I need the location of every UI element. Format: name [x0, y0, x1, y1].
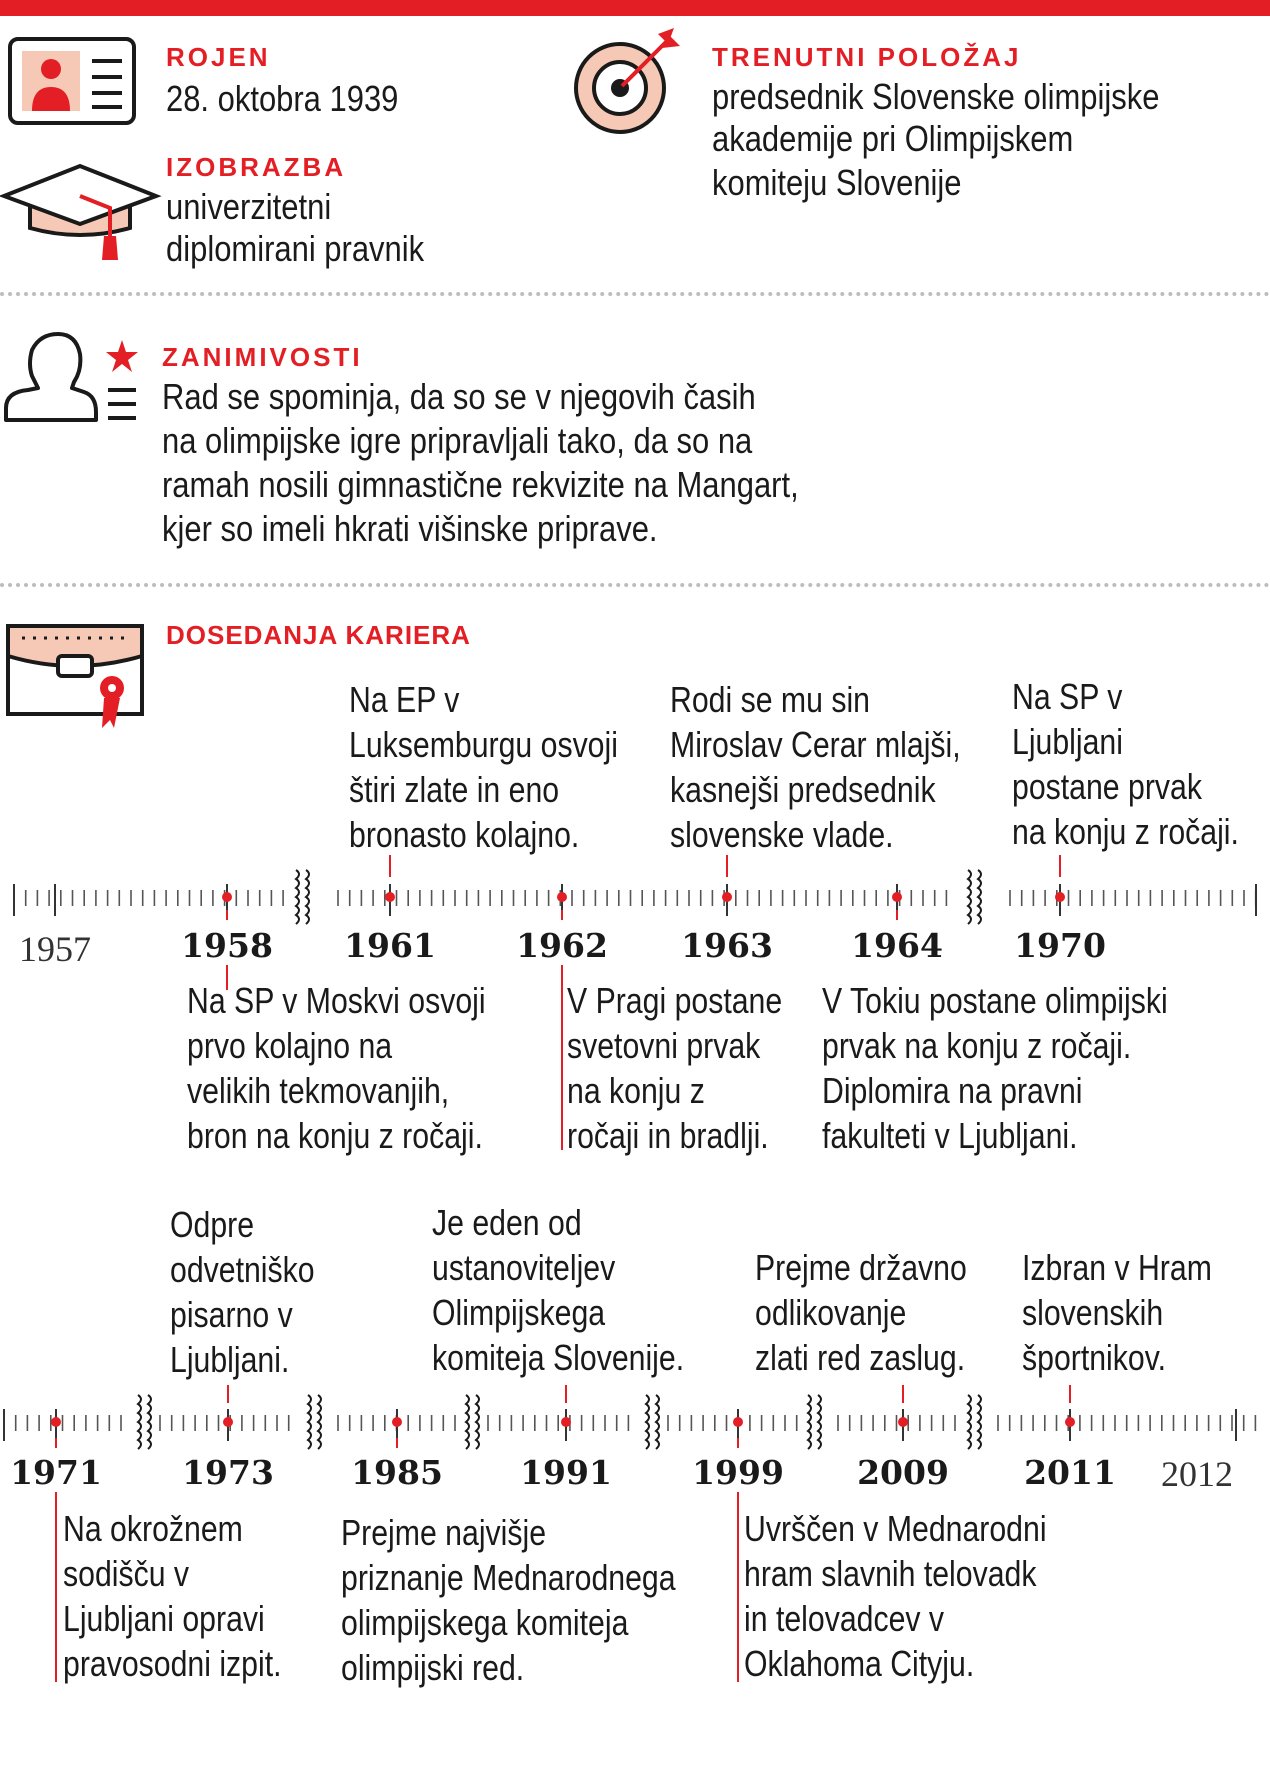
- year-1971: 1971: [10, 1453, 102, 1492]
- axis-break-squiggle: [968, 1395, 971, 1449]
- event-1991: Je eden od ustanoviteljev Olimpijskega komiteja Slovenije.: [432, 1202, 685, 1378]
- event-dot: [561, 1417, 571, 1427]
- year-2009: 2009: [857, 1453, 949, 1492]
- event-dot: [1065, 1417, 1075, 1427]
- connector-1963: [726, 855, 728, 877]
- axis-break-squiggle: [656, 1395, 659, 1449]
- connector-1991: [565, 1385, 567, 1403]
- year-1970: 1970: [1014, 926, 1106, 965]
- year-1973: 1973: [182, 1453, 274, 1492]
- timeline-1-axis: [0, 860, 1270, 930]
- axis-break-squiggle: [818, 1395, 821, 1449]
- connector-2011: [1069, 1385, 1071, 1403]
- event-dot: [898, 1417, 908, 1427]
- axis-break-squiggle: [138, 1395, 141, 1449]
- trivia-line-2: na olimpijske igre pripravljali tako, da so na: [162, 420, 753, 461]
- year-1985: 1985: [351, 1453, 443, 1492]
- axis-break-squiggle: [646, 1395, 649, 1449]
- career-label: DOSEDANJA KARIERA: [166, 620, 471, 650]
- connector-2009: [902, 1385, 904, 1403]
- connector-1961: [389, 855, 391, 877]
- event-dot: [733, 1417, 743, 1427]
- axis-break-squiggle: [308, 1395, 311, 1449]
- position-line-1: predsednik Slovenske olimpijske: [712, 76, 1160, 117]
- event-1958: Na SP v Moskvi osvoji prvo kolajno na velikih tekmovanjih, bron na konju z ročaji.: [187, 980, 486, 1156]
- axis-break-squiggle: [808, 1395, 811, 1449]
- event-1973: Odpre odvetniško pisarno v Ljubljani.: [170, 1204, 315, 1380]
- connector-1985: [396, 1438, 398, 1448]
- connector-1962: [561, 910, 563, 920]
- event-1999: Uvrščen v Mednarodni hram slavnih telovadk in telovadcev v Oklahoma Cityju.: [744, 1508, 1047, 1684]
- trivia-line-3: ramah nosili gimnastične rekvizite na Mangart,: [162, 464, 799, 505]
- event-1964: V Tokiu postane olimpijski prvak na konju z ročaji. Diplomira na pravni fakulteti v Ljubljani.: [822, 980, 1168, 1156]
- event-dot: [892, 892, 902, 902]
- axis-break-squiggle: [148, 1395, 151, 1449]
- event-dot: [1055, 892, 1065, 902]
- event-1961: Na EP v Luksemburgu osvoji štiri zlate in eno bronasto kolajno.: [349, 679, 618, 855]
- born-value: 28. oktobra 1939: [166, 78, 399, 119]
- year-1958: 1958: [181, 926, 273, 965]
- event-dot: [223, 1417, 233, 1427]
- event-dot: [392, 1417, 402, 1427]
- education-line-1: univerzitetni: [166, 186, 332, 227]
- year-1963: 1963: [681, 926, 773, 965]
- timeline-2-axis: [0, 1385, 1270, 1455]
- position-line-3: komiteju Slovenije: [712, 162, 962, 203]
- education-label: IZOBRAZBA: [166, 152, 347, 182]
- year-1964: 1964: [851, 926, 943, 965]
- connector-1971: [55, 1438, 57, 1448]
- year-1962: 1962: [516, 926, 608, 965]
- trivia-label: ZANIMIVOSTI: [162, 342, 363, 372]
- connector-1973: [227, 1385, 229, 1403]
- event-1971: Na okrožnem sodišču v Ljubljani opravi pravosodni izpit.: [63, 1508, 282, 1684]
- trivia-line-1: Rad se spominja, da so se v njegovih časih: [162, 376, 756, 417]
- axis-break-squiggle: [978, 870, 981, 924]
- id-card-icon: [8, 37, 138, 127]
- position-line-2: akademije pri Olimpijskem: [712, 118, 1074, 159]
- timeline-2-end-year: 2012: [1161, 1454, 1233, 1494]
- year-2011: 2011: [1024, 1453, 1116, 1492]
- timeline-1-start-year: 1957: [19, 929, 91, 969]
- top-accent-bar: [0, 0, 1270, 16]
- axis-break-squiggle: [318, 1395, 321, 1449]
- education-line-2: diplomirani pravnik: [166, 228, 425, 269]
- axis-break-squiggle: [296, 870, 299, 924]
- event-1970: Na SP v Ljubljani postane prvak na konju z ročaji.: [1012, 676, 1239, 852]
- briefcase-certificate-icon: [4, 622, 154, 732]
- event-2009: Prejme državno odlikovanje zlati red zaslug.: [755, 1247, 967, 1378]
- person-star-icon: [0, 330, 145, 430]
- year-1961: 1961: [344, 926, 436, 965]
- event-dot: [722, 892, 732, 902]
- event-dot: [222, 892, 232, 902]
- connector-1964: [896, 910, 898, 920]
- axis-break-squiggle: [476, 1395, 479, 1449]
- born-label: ROJEN: [166, 42, 271, 72]
- event-1963: Rodi se mu sin Miroslav Cerar mlajši, kasnejši predsednik slovenske vlade.: [670, 679, 961, 855]
- event-dot: [557, 892, 567, 902]
- year-1999: 1999: [692, 1453, 784, 1492]
- axis-break-squiggle: [978, 1395, 981, 1449]
- axis-break-squiggle: [466, 1395, 469, 1449]
- event-dot: [385, 892, 395, 902]
- event-1962: V Pragi postane svetovni prvak na konju z ročaji in bradlji.: [567, 980, 783, 1156]
- connector-1999: [737, 1438, 739, 1448]
- connector-1970: [1059, 855, 1061, 877]
- event-dot: [51, 1417, 61, 1427]
- connector-1962-b: [561, 965, 563, 1150]
- event-2011: Izbran v Hram slovenskih športnikov.: [1022, 1247, 1212, 1378]
- graduation-cap-icon: [0, 160, 160, 260]
- connector-1999-b: [737, 1492, 739, 1682]
- target-arrow-icon: [570, 26, 690, 136]
- axis-break-squiggle: [306, 870, 309, 924]
- section-divider: [0, 292, 1270, 296]
- trivia-line-4: kjer so imeli hkrati višinske priprave.: [162, 508, 658, 549]
- section-divider: [0, 583, 1270, 587]
- event-1985: Prejme najvišje priznanje Mednarodnega olimpijskega komiteja olimpijski red.: [341, 1512, 676, 1688]
- connector-1958: [226, 910, 228, 920]
- year-1991: 1991: [520, 1453, 612, 1492]
- axis-break-squiggle: [968, 870, 971, 924]
- connector-1971-b: [55, 1492, 57, 1682]
- position-label: TRENUTNI POLOŽAJ: [712, 42, 1022, 72]
